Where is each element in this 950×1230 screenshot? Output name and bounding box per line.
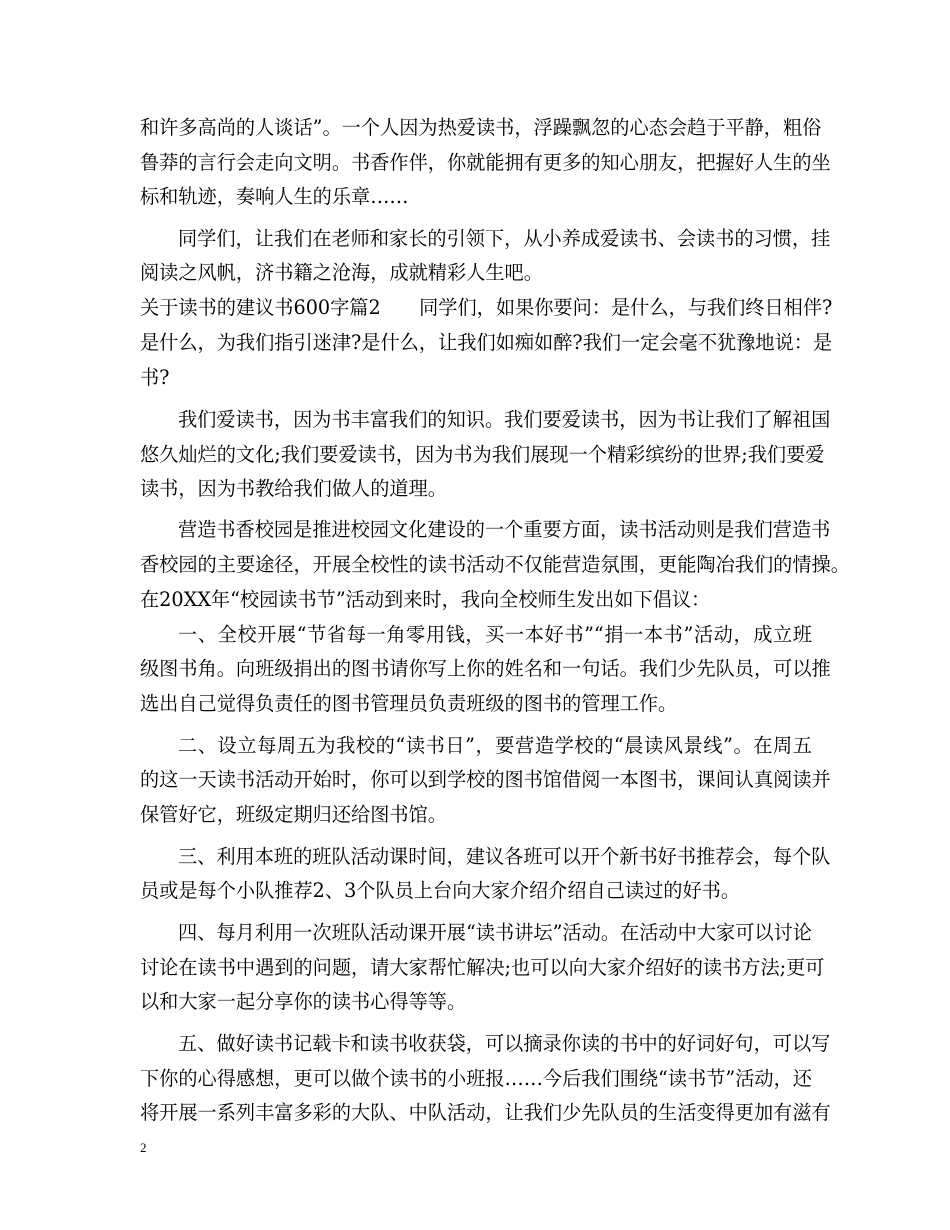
page-number: 2: [140, 1140, 147, 1155]
text-line: 将开展一系列丰富多彩的大队、中队活动，让我们少先队员的生活变得更加有滋有: [140, 1101, 831, 1124]
text-line: 下你的心得感想，更可以做个读书的小班报……今后我们围绕“读书节”活动，还: [140, 1067, 812, 1090]
text-line: 三、利用本班的班队活动课时间，建议各班可以开个新书好书推荐会，每个队: [178, 845, 831, 868]
text-line: 五、做好读书记载卡和读书收获袋，可以摘录你读的书中的好词好句，可以写: [178, 1032, 831, 1055]
text-line: 同学们，让我们在老师和家长的引领下，从小养成爱读书、会读书的习惯，挂: [178, 227, 831, 250]
text-line: 讨论在读书中遇到的问题，请大家帮忙解决;也可以向大家介绍好的读书方法;更可: [140, 956, 825, 979]
text-line: 级图书角。向班级捐出的图书请你写上你的姓名和一句话。我们少先队员，可以推: [140, 657, 831, 680]
text-line: 的这一天读书活动开始时，你可以到学校的图书馆借阅一本图书，课间认真阅读并: [140, 768, 831, 791]
text-line: 书?: [140, 366, 170, 389]
text-line: 二、设立每周五为我校的“读书日”，要营造学校的“晨读风景线”。在周五: [178, 734, 812, 757]
text-line: 四、每月利用一次班队活动课开展“读书讲坛”活动。在活动中大家可以讨论: [178, 921, 812, 944]
text-line: 员或是每个小队推荐2、3个队员上台向大家介绍介绍自己读过的好书。: [140, 879, 741, 902]
text-line: 选出自己觉得负责任的图书管理员负责班级的图书的管理工作。: [140, 692, 678, 715]
text-line: 鲁莽的言行会走向文明。书香作伴，你就能拥有更多的知心朋友，把握好人生的坐: [140, 151, 831, 174]
text-line: 读书，因为书教给我们做人的道理。: [140, 477, 447, 500]
text-line: 香校园的主要途径，开展全校性的读书活动不仅能营造氛围，更能陶冶我们的情操。: [140, 553, 850, 576]
text-line: 我们爱读书，因为书丰富我们的知识。我们要爱读书，因为书让我们了解祖国: [178, 408, 831, 431]
text-line: 阅读之风帆，济书籍之沧海，成就精彩人生吧。: [140, 261, 543, 284]
text-line: 标和轨迹，奏响人生的乐章……: [140, 185, 409, 208]
text-line: 一、全校开展“节省每一角零用钱，买一本好书”“捐一本书”活动，成立班: [178, 623, 812, 646]
text-line: 和许多高尚的人谈话”。一个人因为热爱读书，浮躁飘忽的心态会趋于平静，粗俗: [140, 116, 822, 139]
text-line: 营造书香校园是推进校园文化建设的一个重要方面，读书活动则是我们营造书: [178, 518, 831, 541]
text-line: 在20XX年“校园读书节”活动到来时，我向全校师生发出如下倡议：: [140, 588, 711, 611]
text-line: 保管好它，班级定期归还给图书馆。: [140, 803, 447, 826]
text-line: 以和大家一起分享你的读书心得等等。: [140, 990, 467, 1013]
section-heading-line: 关于读书的建议书600字篇2 同学们，如果你要问：是什么，与我们终日相伴?: [140, 296, 833, 319]
text-line: 是什么，为我们指引迷津?是什么，让我们如痴如醉?我们一定会毫不犹豫地说：是: [140, 331, 833, 354]
text-line: 悠久灿烂的文化;我们要爱读书，因为书为我们展现一个精彩缤纷的世界;我们要爱: [140, 443, 825, 466]
